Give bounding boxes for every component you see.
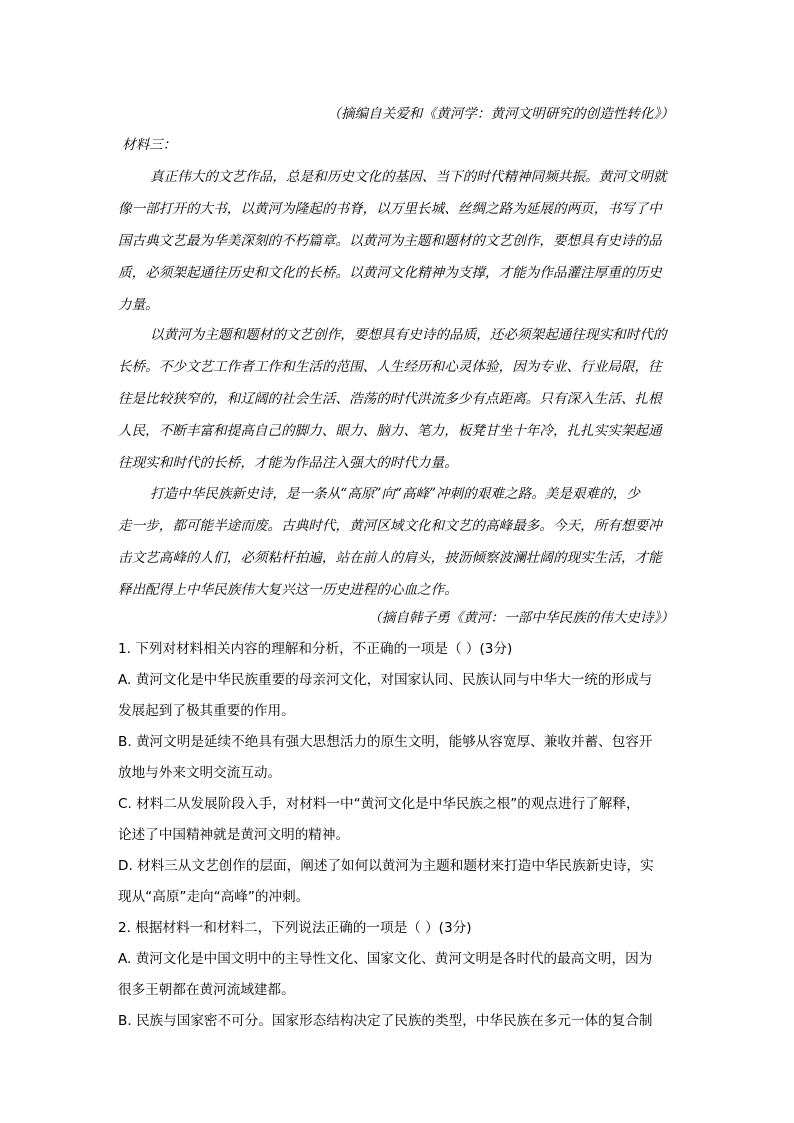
p3-line-1: 打造中华民族新史诗，是一条从“高原”向“高峰”冲刺的艰难之路。美是艰难的，少 bbox=[150, 486, 640, 502]
material-3-label: 材料三： bbox=[122, 137, 177, 153]
p2-line-3: 往是比较狭窄的，和辽阔的社会生活、浩荡的时代洪流多少有点距离。只有深入生活、扎根 bbox=[118, 391, 662, 407]
p1-line-3: 国古典文艺最为华美深刻的不朽篇章。以黄河为主题和题材的文艺创作，要想具有史诗的品 bbox=[118, 233, 662, 249]
p1-line-5: 力量。 bbox=[118, 297, 159, 313]
document-body bbox=[118, 0, 674, 1123]
p3-line-3: 击文艺高峰的人们，必须粘杆拍遍，站在前人的肩头，披沥倾察波澜壮阔的现实生活，才能 bbox=[118, 550, 662, 566]
p1-line-2: 像一部打开的大书，以黄河为隆起的书脊，以万里长城、丝绸之路为延展的两页，书写了中 bbox=[118, 201, 662, 217]
p1-line-4: 质，必须架起通往历史和文化的长桥。以黄河文化精神为支撑，才能为作品灌注厚重的历史 bbox=[118, 265, 662, 281]
source-citation-1: （摘编自关爱和《黄河学：黄河文明研究的创造性转化》） bbox=[327, 106, 674, 122]
q1-option-b-line-2: 放地与外来文明交流互动。 bbox=[118, 765, 282, 781]
q2-option-a-line-1: A. 黄河文化是中国文明中的主导性文化、国家文化、黄河文明是各时代的最高文明，因为 bbox=[118, 951, 653, 967]
q2-option-a-line-2: 很多王朝都在黄河流域建都。 bbox=[118, 982, 295, 998]
p2-line-5: 往现实和时代的长桥，才能为作品注入强大的时代力量。 bbox=[118, 455, 458, 471]
question-2-stem: 2. 根据材料一和材料二，下列说法正确的一项是（ ）(3分) bbox=[118, 920, 472, 936]
source-citation-2: （摘自韩子勇《黄河：一部中华民族的伟大史诗》） bbox=[368, 610, 674, 626]
q1-option-d-line-1: D. 材料三从文艺创作的层面，阐述了如何以黄河为主题和题材来打造中华民族新史诗，实 bbox=[118, 858, 654, 874]
p3-line-2: 走一步，都可能半途而废。古典时代，黄河区域文化和文艺的高峰最多。今天，所有想要冲 bbox=[118, 518, 662, 534]
q1-option-b-line-1: B. 黄河文明是延续不绝具有强大思想活力的原生文明，能够从容宽厚、兼收并蓄、包容开 bbox=[118, 734, 653, 750]
q1-option-a-line-1: A. 黄河文化是中华民族重要的母亲河文化，对国家认同、民族认同与中华大一统的形成与 bbox=[118, 672, 653, 688]
q1-option-c-line-1: C. 材料二从发展阶段入手，对材料一中“黄河文化是中华民族之根”的观点进行了解释， bbox=[118, 796, 640, 812]
q1-option-d-line-2: 现从“高原”走向“高峰”的冲刺。 bbox=[118, 889, 310, 905]
p2-line-4: 人民，不断丰富和提高自己的脚力、眼力、脑力、笔力，板凳甘坐十年冷，扎扎实实架起通 bbox=[118, 423, 662, 439]
question-1-stem: 1. 下列对材料相关内容的理解和分析，不正确的一项是（ ）(3分) bbox=[118, 641, 513, 657]
p3-line-4: 释出配得上中华民族伟大复兴这一历史进程的心血之作。 bbox=[118, 582, 458, 598]
q1-option-c-line-2: 论述了中国精神就是黄河文明的精神。 bbox=[118, 827, 350, 843]
p2-line-2: 长桥。不少文艺工作者工作和生活的范围、人生经历和心灵体验，因为专业、行业局限，往 bbox=[118, 359, 662, 375]
p2-line-1: 以黄河为主题和题材的文艺创作，要想具有史诗的品质，还必须架起通往现实和时代的 bbox=[150, 327, 667, 343]
q2-option-b-line-1: B. 民族与国家密不可分。国家形态结构决定了民族的类型，中华民族在多元一体的复合制 bbox=[118, 1013, 653, 1029]
q1-option-a-line-2: 发展起到了极其重要的作用。 bbox=[118, 703, 295, 719]
p1-line-1: 真正伟大的文艺作品，总是和历史文化的基因、当下的时代精神同频共振。黄河文明就 bbox=[150, 169, 667, 185]
